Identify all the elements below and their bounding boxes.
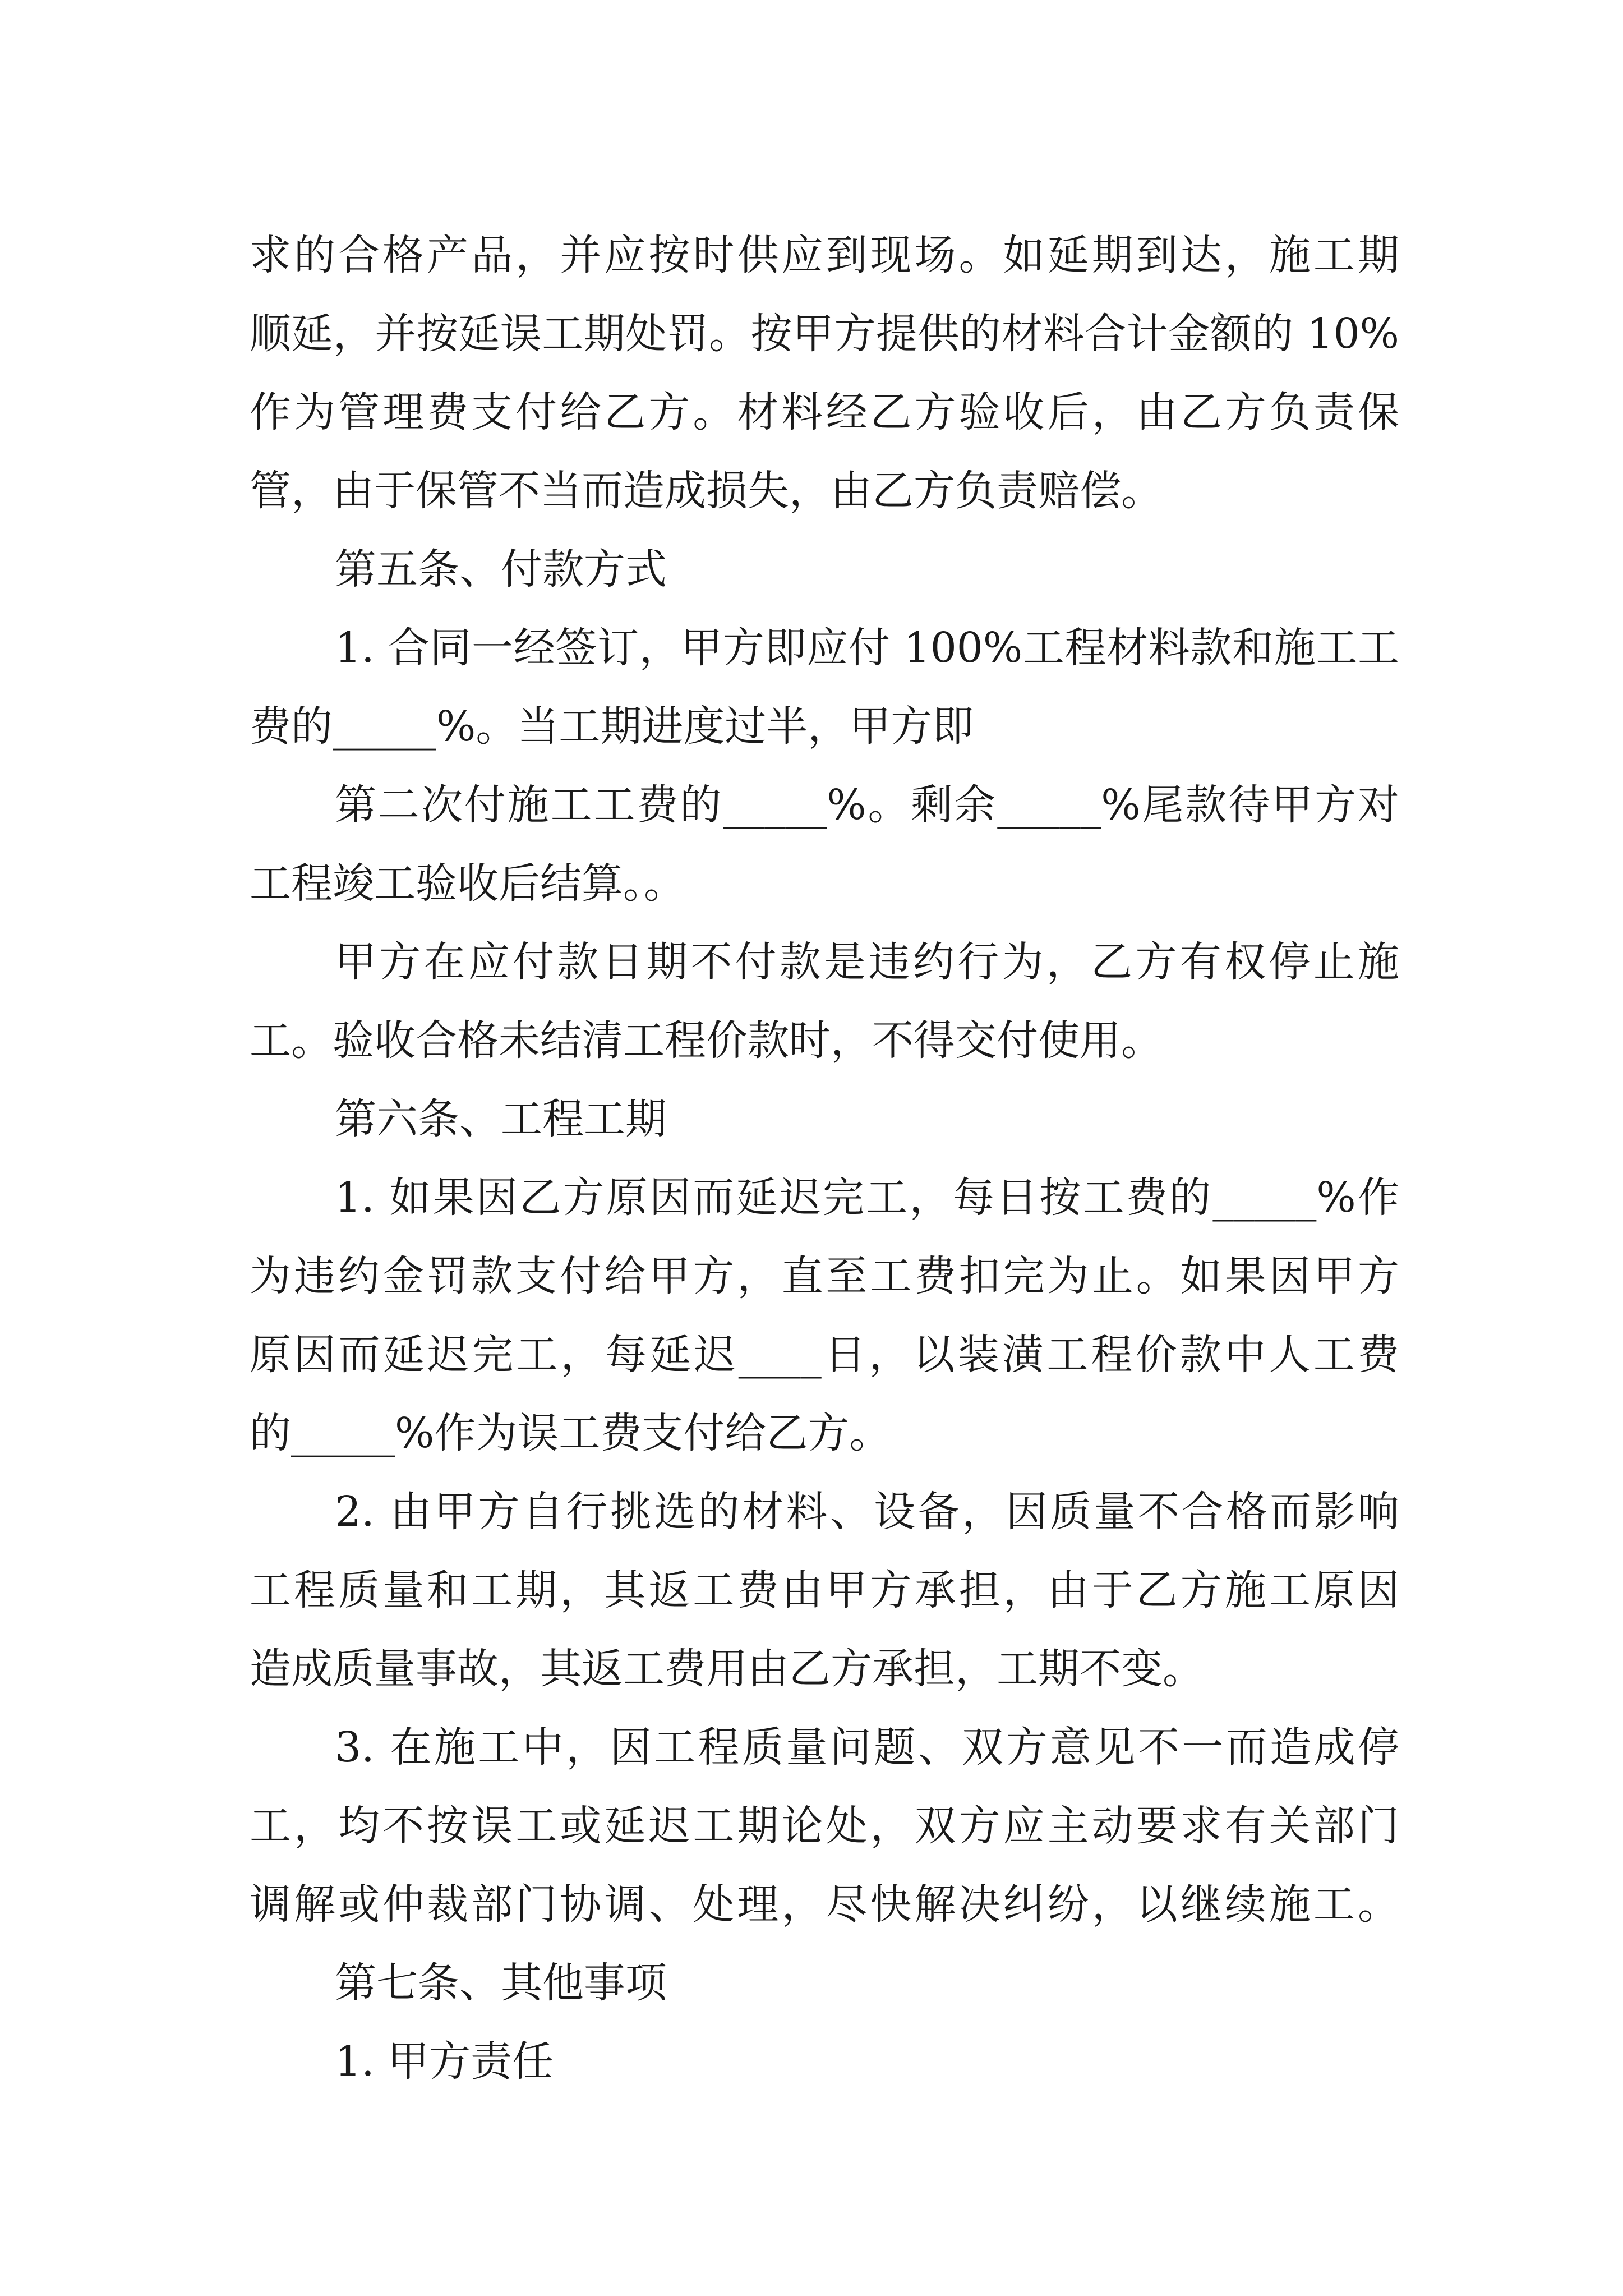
document-body bbox=[250, 216, 1399, 2101]
text-line: 3. 在施工中，因工程质量问题、双方意见不一而造成停 bbox=[335, 1723, 1399, 1772]
text-line: 造成质量事故，其返工费用由乙方承担，工期不变。 bbox=[250, 1645, 1204, 1693]
text-line: 管，由于保管不当而造成损失，由乙方负责赔偿。 bbox=[250, 467, 1163, 515]
text-line: 第七条、其他事项 bbox=[335, 1959, 667, 2007]
text-line: 2. 由甲方自行挑选的材料、设备，因质量不合格而影响 bbox=[335, 1488, 1399, 1536]
text-line: 第五条、付款方式 bbox=[335, 545, 667, 593]
text-line: 工程竣工验收后结算。。 bbox=[250, 859, 685, 908]
text-line: 工。验收合格未结清工程价款时，不得交付使用。 bbox=[250, 1016, 1163, 1065]
text-line: 工，均不按误工或延迟工期论处，双方应主动要求有关部门 bbox=[250, 1802, 1399, 1850]
text-line: 1. 甲方责任 bbox=[335, 2037, 554, 2086]
text-line: 作为管理费支付给乙方。材料经乙方验收后，由乙方负责保 bbox=[250, 388, 1399, 436]
text-line: 为违约金罚款支付给甲方，直至工费扣完为止。如果因甲方 bbox=[250, 1252, 1399, 1300]
text-line: 调解或仲裁部门协调、处理，尽快解决纠纷，以继续施工。 bbox=[250, 1880, 1399, 1929]
text-line: 工程质量和工期，其返工费由甲方承担，由于乙方施工原因 bbox=[250, 1566, 1399, 1614]
text-line: 原因而延迟完工，每延迟____日，以装潢工程价款中人工费 bbox=[250, 1331, 1399, 1379]
text-line: 的_____%作为误工费支付给乙方。 bbox=[250, 1409, 891, 1457]
text-line: 第六条、工程工期 bbox=[335, 1095, 667, 1143]
text-line: 1. 如果因乙方原因而延迟完工，每日按工费的_____%作 bbox=[335, 1174, 1399, 1222]
text-line: 甲方在应付款日期不付款是违约行为，乙方有权停止施 bbox=[335, 938, 1399, 986]
text-line: 求的合格产品，并应按时供应到现场。如延期到达，施工期 bbox=[250, 231, 1399, 279]
text-line: 第二次付施工工费的_____%。剩余_____%尾款待甲方对 bbox=[335, 781, 1399, 829]
text-line: 费的_____%。当工期进度过半，甲方即 bbox=[250, 702, 974, 751]
text-line: 1. 合同一经签订，甲方即应付 100%工程材料款和施工工 bbox=[335, 624, 1399, 672]
text-line: 顺延，并按延误工期处罚。按甲方提供的材料合计金额的 10% bbox=[250, 310, 1399, 358]
